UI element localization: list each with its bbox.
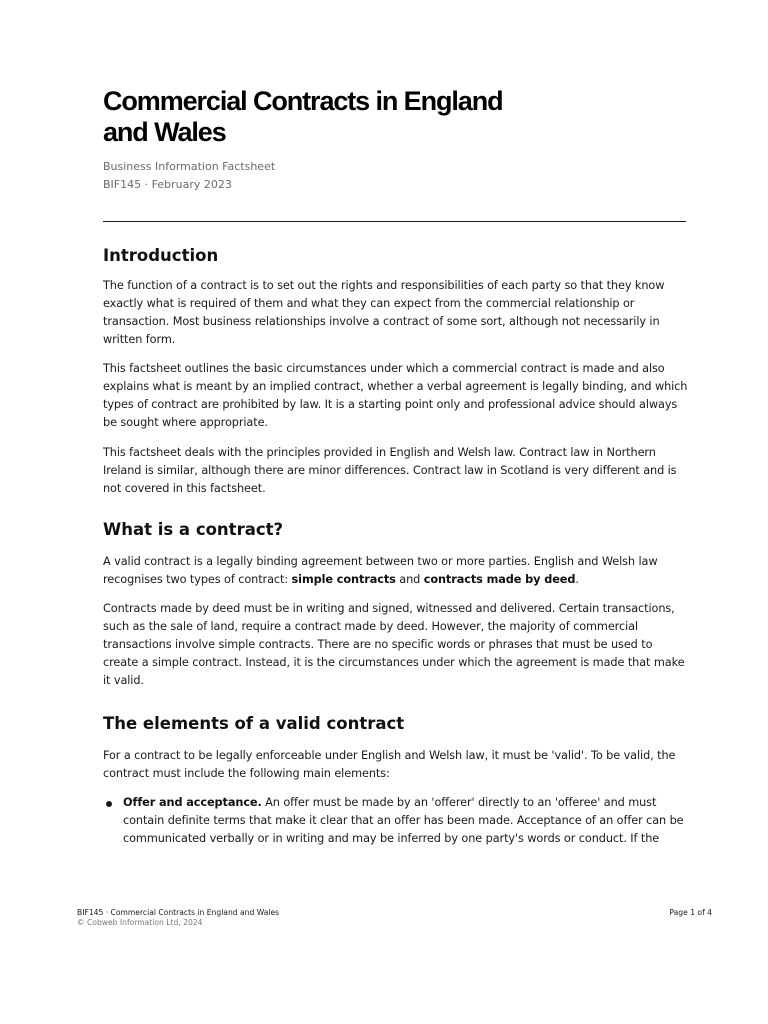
bullet-marker — [106, 801, 112, 807]
elements-intro-paragraph: For a contract to be legally enforceable under English and Welsh law, it must be 'valid'. To be valid, the contract must include the following main elements: — [103, 749, 676, 780]
header-divider — [103, 221, 686, 222]
what-is-text-post: . — [575, 573, 579, 586]
footer-document-info — [77, 908, 279, 928]
factsheet-reference: BIF145 · February 2023 — [103, 178, 232, 191]
heading-elements-of-valid-contract: The elements of a valid contract — [103, 714, 405, 733]
list-item-term: Offer and acceptance. — [123, 796, 262, 809]
what-is-paragraph-2: Contracts made by deed must be in writing and signed, witnessed and delivered. Certain transactions, such as the sale of land, require a contract made by deed. However, the majority of commercial transactions involve simple contracts. There are no specific words or phrases that must be used to create a simple contract. Instead, it is the circumstances under which the agreement is made that make it valid. — [103, 602, 685, 687]
list-item — [123, 794, 689, 848]
intro-paragraph-2: This factsheet outlines the basic circumstances under which a commercial contract is made and also explains what is meant by an implied contract, whether a verbal agreement is legally binding, and which types of contract are prohibited by law. It is a starting point only and professional advice should always be sought where appropriate. — [103, 362, 688, 429]
heading-what-is-a-contract: What is a contract? — [103, 520, 284, 539]
what-is-text-pre: A valid contract is a legally binding agreement between two or more parties. English and Welsh law recognises two types of contract: — [103, 555, 658, 586]
footer-doc-ref: BIF145 · Commercial Contracts in England and Wales — [77, 908, 280, 917]
what-is-text-mid: and — [395, 573, 424, 586]
document-subtitle — [103, 158, 275, 194]
term-contracts-made-by-deed: contracts made by deed — [423, 573, 576, 586]
what-is-paragraph-1 — [103, 553, 689, 589]
footer-copyright: © Cobweb Information Ltd, 2024 — [77, 918, 203, 927]
factsheet-type: Business Information Factsheet — [103, 160, 276, 173]
term-simple-contracts: simple contracts — [291, 573, 396, 586]
list-item-text: An offer must be made by an 'offerer' directly to an 'offeree' and must contain definite terms that make it clear that an offer has been made. Acceptance of an offer can be communicated verbally or in writing and may be inferred by one party's words or conduct. If the — [123, 796, 684, 845]
footer-page-number: Page 1 of 4 — [669, 908, 712, 917]
document-title: Commercial Contracts in England and Wales — [103, 86, 503, 147]
intro-paragraph-3: This factsheet deals with the principles provided in English and Welsh law. Contract law in Northern Ireland is similar, although there are minor differences. Contract law in Scotland is very different and is not covered in this factsheet. — [103, 446, 677, 495]
heading-introduction: Introduction — [103, 246, 219, 265]
intro-paragraph-1: The function of a contract is to set out the rights and responsibilities of each party so that they know exactly what is required of them and what they can expect from the commercial relationship or transaction. Most business relationships involve a contract of some sort, although not necessarily in written form. — [103, 279, 665, 346]
